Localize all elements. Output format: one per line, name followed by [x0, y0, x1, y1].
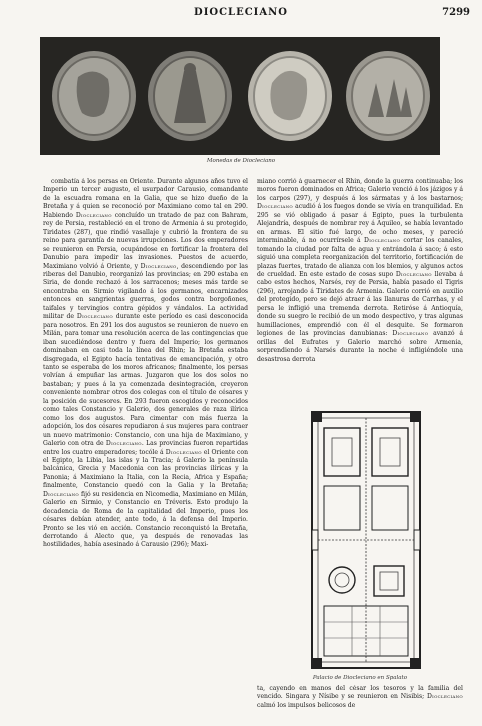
coin-3-image	[244, 47, 336, 145]
coins-plate-image	[40, 37, 440, 155]
right-column-top	[257, 178, 463, 405]
right-paragraph	[257, 178, 463, 364]
text-run: cortar los canales, tomando la ciudad por falta de agua y entrándola á saco; á esto siguió una completa reorganización del territorio, fortificación de plazas fuertes, tratado de alianza con los blemios, y algunos actos de crueldad. En este estado de cosas supo	[257, 237, 463, 278]
name-smallcaps: Diocleciano	[257, 203, 293, 211]
plan-caption: Palacio de Diocleciano en Spalato	[312, 675, 408, 681]
page-number: 7299	[442, 7, 470, 18]
text-run: ta, cayendo en manos del césar los tesoros y la familia del vencido. Singara y Nísibe y se reunieron en Nisibis;	[257, 685, 463, 701]
right-paragraph-continued	[257, 685, 463, 710]
right-column-bottom	[257, 685, 463, 711]
name-smallcaps: Diocleciano	[105, 440, 142, 448]
name-smallcaps: Diocleciano	[140, 262, 177, 270]
name-smallcaps: Diocleciano	[75, 211, 112, 219]
coin-2-image	[144, 47, 236, 145]
text-run: llevaba á cabo estos hechos, Narsés, rey de Persia, había pasado el Tigris (296), arrojando á Tiridates de Armenia. Galerio corrió en auxilio del protegido, pero se dejó atraer á las llanuras de Carrhas, y el persa le infligió una tremenda derrota. Retiróse á Antioquía, donde su suegro le recibió de un modo despectivo, y tras algunas humillaciones, emprendió con él el desquite. Se formaron legiones de las provincias danubianas:	[257, 270, 463, 338]
text-run: fijó su residencia en Nicomedia, Maximiano en Milán, Galerio en Sirmio, y Constancio en Tréveris. Esto produjo la decadencia de Roma de la capitalidad del Imperio, pues los césares debían atender, ante todo, á la defensa del Imperio. Pronto se les vió en acción. Constancio reconquistó la Bretaña, derrotando á Alecto que, ya después de renovadas las hostilidades, había asesinado á Carausio (296); Maxi-	[43, 490, 248, 549]
name-smallcaps: Diocleciano	[427, 693, 463, 701]
text-run: concluído un tratado de paz con Bahram, rey de Persia, restableció en el trono de Armenia á su protegido, Tiridates (287), que rindió vasallaje y cubrió la frontera de su reino para garantía de nuevas irrupciones. Los dos emperadores se reunieron en Persia, ocupándose en fortificar la frontera del Danubio para impedir las invasiones. Puestos de acuerdo, Maximiano volvió á Oriente, y	[43, 211, 248, 270]
name-smallcaps: Diocleciano	[43, 490, 79, 498]
name-smallcaps: Diocleciano	[392, 330, 429, 338]
name-smallcaps: Diocleciano	[364, 237, 401, 245]
coins-caption: Monedas de Diocleciano	[206, 158, 276, 164]
text-run: , descendiendo por las riberas del Danubio, reorganizó las provincias; en 290 estaba en Siria, de donde rechazó á los sarracenos; meses más tarde se encontraba en Sirmio vigilando á los germanos, encarnizados entonces en sangrientas guerras, godos contra borgoñones, taifales y tervingios contra gépidos y vándalos. La actividad militar de	[43, 262, 248, 321]
text-run: acudió á los fuegos donde se vivía en tranquilidad. En 295 se vió obligado á pasar á Egipto, pues la turbulenta Alejandría, después de nombrar rey á Aquileo, se había levantado en armas. El sitio fué largo, de ocho meses, y pareció interminable, á no ocurrírsele á	[257, 203, 463, 245]
text-run: calmó los impulsos belicosos de	[257, 701, 356, 709]
name-smallcaps: Diocleciano	[395, 270, 432, 278]
coin-4-image	[342, 47, 434, 145]
text-run: el Oriente con el Egipto, la Libia, las islas y la Tracia; á Galerio la península balcánica, Grecia y Macedonia con las provincias ilíricas y la Panonia; á Maximiano la Italia, con la Recia, Africa y España; finalmente, Constancio quedó con la Galia y la Bretaña;	[43, 448, 248, 490]
running-title: DIOCLECIANO	[194, 7, 288, 18]
palace-floor-plan-image	[310, 410, 422, 670]
text-run: miano corrió á guarnecer el Rhin, donde la guerra continuaba; los moros fueron dominados en Africa; Galerio venció á los jázigos y á los carpos (297), y después á los sármatas y á los bastarnos;	[257, 178, 463, 202]
text-run: avanzó á orillas del Eufrates y Galerio marchó sobre Armenia, sorprendiendo á Narsés durante la noche é infligiéndole una desastrosa derrota	[257, 330, 463, 363]
text-run: combatía á los persas en Oriente. Durante algunos años tuvo el Imperio un tercer augusto, el usurpador Carausio, comandante de la escuadra romana en la Galia, que se hizo dueño de la Bretaña y á quien se reconoció por Maximiano como tal en 290. Habiendo	[43, 178, 248, 219]
running-header	[0, 6, 482, 22]
left-column	[43, 178, 248, 706]
text-run: . Las provincias fueron repartidas entre los cuatro emperadores; tocóle á	[43, 440, 248, 456]
name-smallcaps: Diocleciano	[76, 313, 113, 321]
text-run: durante este período es casi desconocida para nosotros. En 291 los dos augustos se reunieron de nuevo en Milán, para tomar una resolución acerca de las contingencias que iban sucediéndose dentro y fuera del Imperio; los germanos dominaban en casi toda la línea del Rhin; la Bretaña estaba disgregada, el Egipto hacía tentativas de emancipación, y otro tanto se esperaba de los moros africanos; finalmente, los persas volvían á empuñar las armas. Juzgaron que los dos solos no bastaban; y pues á la ya comenzada desintegración, creyeron conveniente nombrar otros dos colegas con el título de césares y la posición de sucesores. En 293 fueron escogidos y reconocidos como tales Constancio y Galerio, dos generales de raza ilírica como los dos augustos. Para cimentar con más fuerza la adopción, los dos césares repudiaron á sus mujeres para contraer un nuevo matrimonio: Constancio, con una hija de Maximiano, y Galerio con otra de	[43, 313, 248, 448]
coin-1-image	[48, 47, 140, 145]
left-paragraph	[43, 178, 248, 550]
name-smallcaps: Diocleciano	[165, 448, 202, 456]
